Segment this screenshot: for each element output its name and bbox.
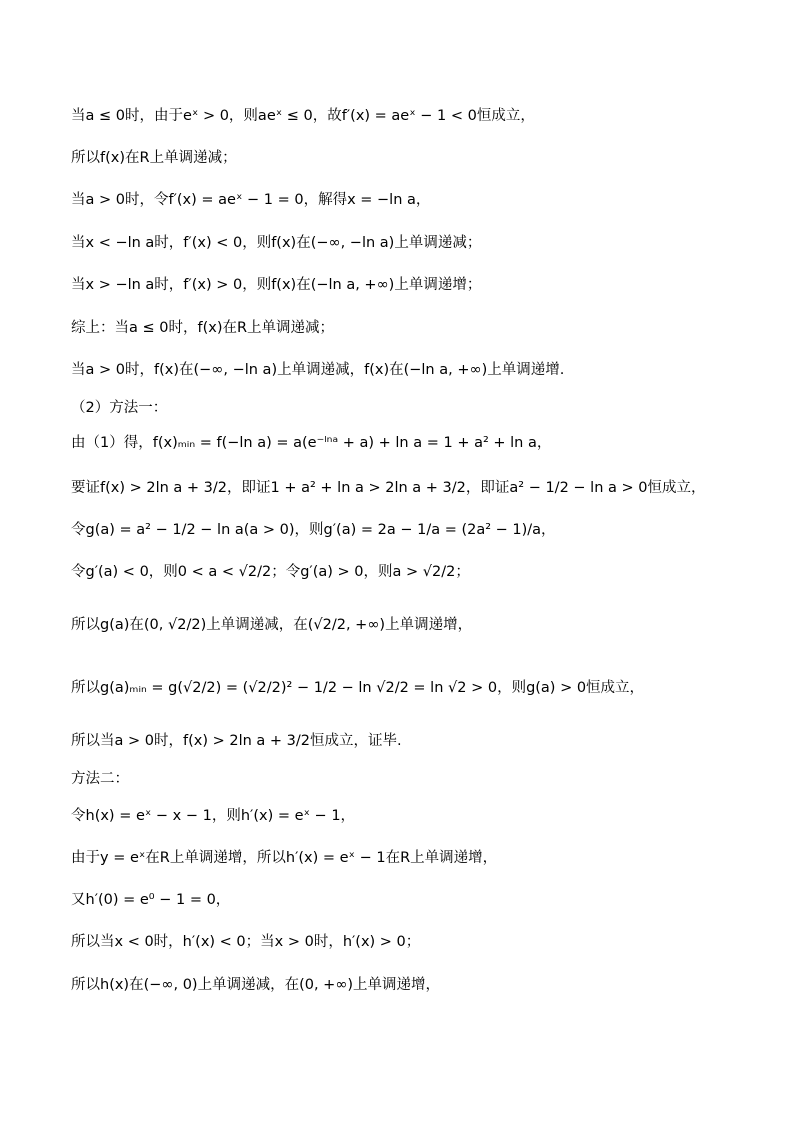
section-heading: 方法二： bbox=[71, 771, 129, 787]
proof-line: 所以h(x)在(−∞, 0)上单调递减，在(0, +∞)上单调递增， bbox=[71, 977, 441, 993]
proof-line: 由（1）得，f(x)ₘᵢₙ = f(−ln a) = a(e⁻ˡⁿᵃ + a) + ln a = 1 + a² + ln a， bbox=[71, 435, 552, 451]
proof-line: 所以g(a)在(0, √2/2)上单调递减，在(√2/2, +∞)上单调递增， bbox=[71, 617, 473, 633]
proof-line: 所以当x < 0时，h′(x) < 0；当x > 0时，h′(x) > 0； bbox=[71, 934, 421, 950]
proof-line: 当a > 0时，令f′(x) = aeˣ − 1 = 0，解得x = −ln a， bbox=[71, 192, 431, 208]
section-heading: （2）方法一： bbox=[71, 400, 168, 416]
proof-line: 当a > 0时，f(x)在(−∞, −ln a)上单调递减，f(x)在(−ln a, +∞)上单调递增. bbox=[71, 362, 565, 378]
proof-line: 要证f(x) > 2ln a + 3/2，即证1 + a² + ln a > 2ln a + 3/2，即证a² − 1/2 − ln a > 0恒成立， bbox=[71, 480, 706, 496]
proof-line: 所以当a > 0时，f(x) > 2ln a + 3/2恒成立，证毕. bbox=[71, 733, 402, 749]
proof-line: 所以g(a)ₘᵢₙ = g(√2/2) = (√2/2)² − 1/2 − ln √2/2 = ln √2 > 0，则g(a) > 0恒成立， bbox=[71, 680, 645, 696]
proof-line: 当x > −ln a时，f′(x) > 0，则f(x)在(−ln a, +∞)上单调递增； bbox=[71, 277, 482, 293]
proof-line: 当x < −ln a时，f′(x) < 0，则f(x)在(−∞, −ln a)上单调递减； bbox=[71, 235, 482, 251]
proof-line: 令h(x) = eˣ − x − 1，则h′(x) = eˣ − 1， bbox=[71, 808, 356, 824]
proof-line: 又h′(0) = e⁰ − 1 = 0， bbox=[71, 892, 231, 908]
proof-line: 令g(a) = a² − 1/2 − ln a(a > 0)，则g′(a) = 2a − 1/a = (2a² − 1)/a， bbox=[71, 522, 556, 538]
proof-line: 当a ≤ 0时，由于eˣ > 0，则aeˣ ≤ 0，故f′(x) = aeˣ − 1 < 0恒成立， bbox=[71, 108, 535, 124]
proof-line: 令g′(a) < 0，则0 < a < √2/2；令g′(a) > 0，则a > √2/2； bbox=[71, 564, 470, 580]
proof-line: 所以f(x)在R上单调递减； bbox=[71, 150, 237, 166]
proof-line: 由于y = eˣ在R上单调递增，所以h′(x) = eˣ − 1在R上单调递增， bbox=[71, 850, 498, 866]
proof-line: 综上：当a ≤ 0时，f(x)在R上单调递减； bbox=[71, 320, 335, 336]
